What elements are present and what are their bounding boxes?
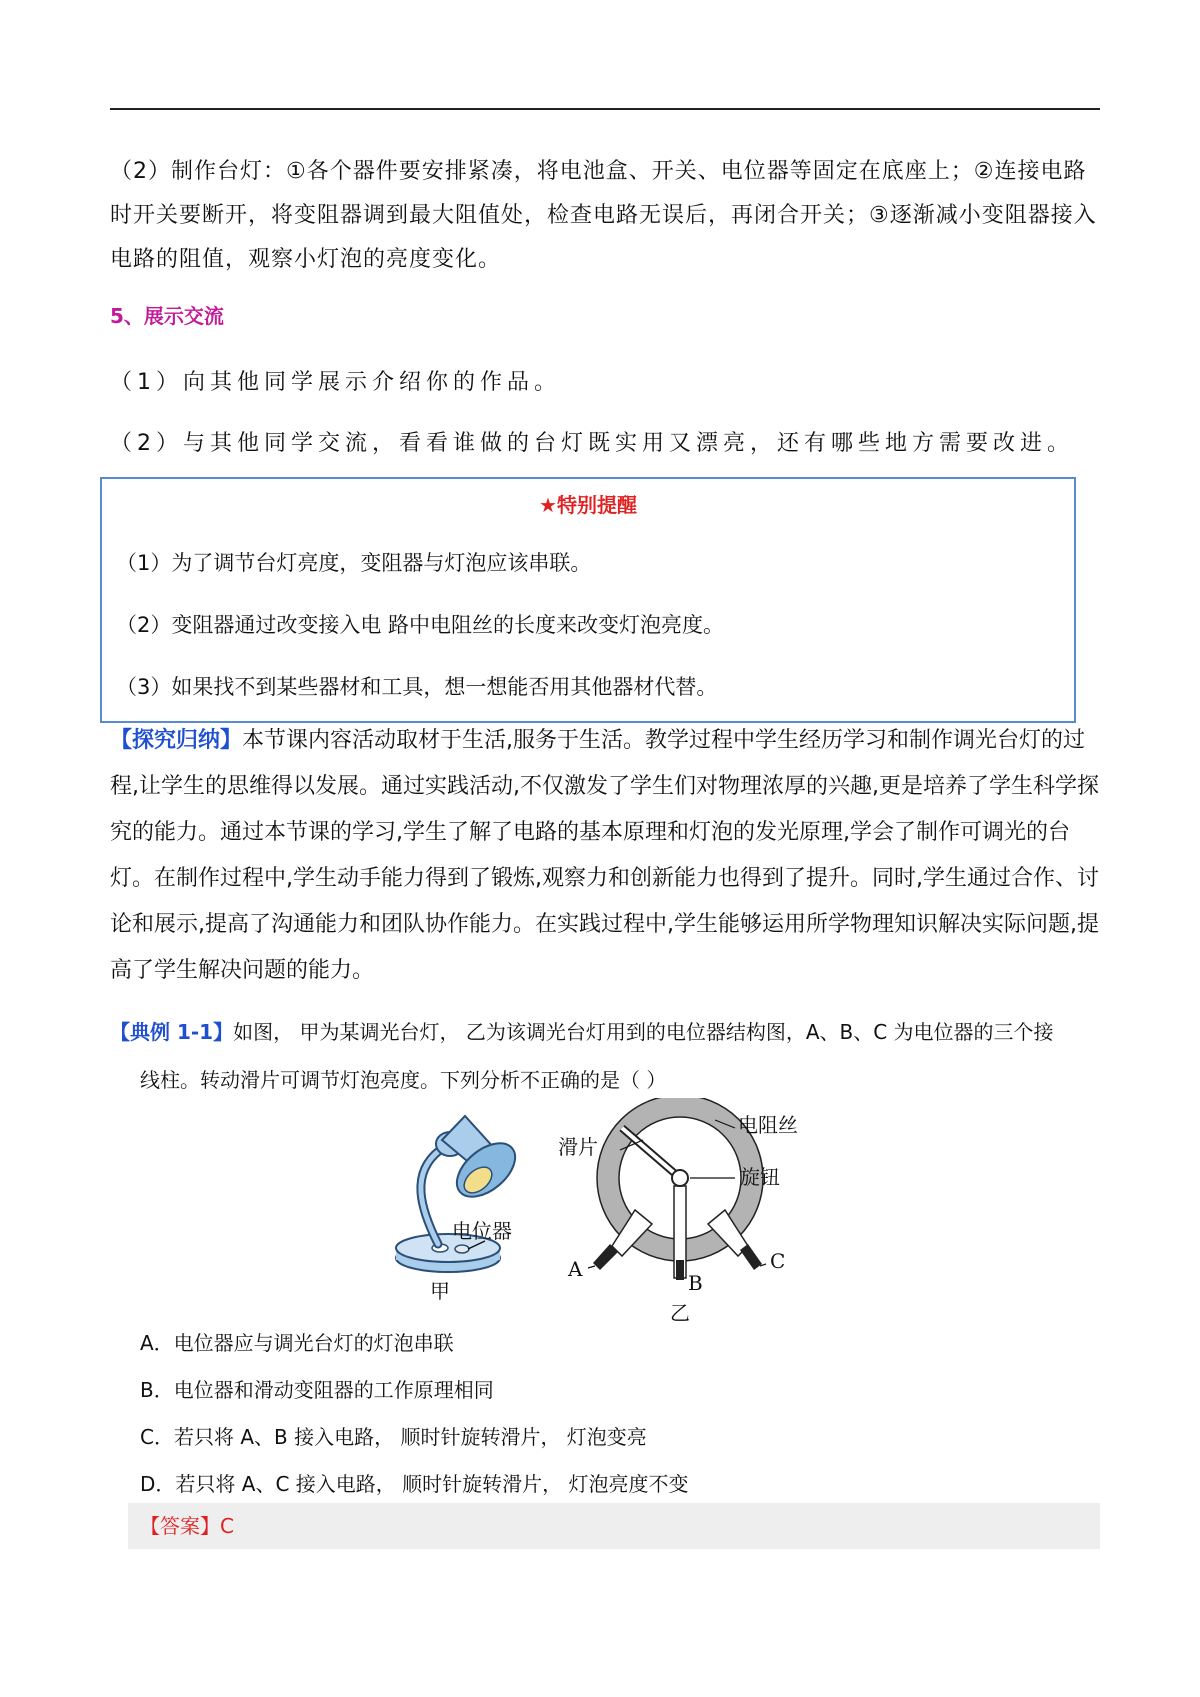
inquiry-summary: [110, 718, 1100, 994]
resistance-wire-label: 电阻丝: [738, 1113, 798, 1137]
answer-bar: [128, 1503, 1100, 1549]
option-d: D．若只将 A、C 接入电路， 顺时针旋转滑片， 灯泡亮度不变: [140, 1472, 689, 1496]
reminder-title: ★特别提醒: [539, 493, 637, 517]
knob-icon: [672, 1170, 688, 1186]
example-line-2: 线柱。转动滑片可调节灯泡亮度。下列分析不正确的是（ ）: [140, 1068, 667, 1092]
terminal-b-label: B: [688, 1271, 703, 1295]
caption-left: 甲: [430, 1279, 450, 1303]
section5-item-1: （1）向其他同学展示介绍你的作品。: [110, 370, 561, 395]
desk-lamp-illustration: [396, 1116, 525, 1303]
step4-part2-text: （2）制作台灯：①各个器件要安排紧凑，将电池盒、开关、电位器等固定在底座上；②连接电路时开关要断开，将变阻器调到最大阻值处，检查电路无误后，再闭合开关；③逐渐减小变阻器接入电路的阻值，观察小灯泡的亮度变化。: [110, 159, 1097, 272]
example-question: [110, 1008, 1100, 1104]
slider-label: 滑片: [558, 1135, 598, 1159]
knob-label: 旋钮: [740, 1165, 780, 1189]
reminder-item-3: （3）如果找不到某些器材和工具，想一想能否用其他器材代替。: [116, 675, 718, 699]
potentiometer-knob: [455, 1245, 469, 1253]
example-label: 【典例 1-1】: [110, 1020, 234, 1044]
answer-value: C: [220, 1514, 234, 1538]
potentiometer-label: 电位器: [452, 1219, 512, 1243]
reminder-item-1: （1）为了调节台灯亮度，变阻器与灯泡应该串联。: [116, 551, 592, 575]
example-figure: [390, 1098, 870, 1328]
reminder-item-2: （2）变阻器通过改变接入电 路中电阻丝的长度来改变灯泡亮度。: [116, 613, 725, 637]
caption-right: 乙: [670, 1301, 690, 1325]
header-rule: [110, 108, 1100, 110]
terminal-c-label: C: [770, 1249, 786, 1273]
potentiometer-diagram: [558, 1098, 798, 1325]
answer-label: 【答案】: [140, 1514, 220, 1538]
option-a: A．电位器应与调光台灯的灯泡串联: [140, 1331, 454, 1355]
example-line-1: 如图， 甲为某调光台灯， 乙为该调光台灯用到的电位器结构图，A、B、C 为电位器的三个接: [233, 1020, 1054, 1044]
terminal-a-label: A: [568, 1257, 583, 1281]
inquiry-label: 【探究归纳】: [110, 728, 243, 753]
section5-item-2: （2）与其他同学交流，看看谁做的台灯既实用又漂亮，还有哪些地方需要改进。: [110, 431, 1074, 456]
section5-heading: 5、展示交流: [110, 304, 224, 328]
option-c: C．若只将 A、B 接入电路， 顺时针旋转滑片， 灯泡变亮: [140, 1425, 647, 1449]
inquiry-text: 本节课内容活动取材于生活,服务于生活。教学过程中学生经历学习和制作调光台灯的过程,让学生的思维得以发展。通过实践活动,不仅激发了学生们对物理浓厚的兴趣,更是培养了学生科学探究的能力。通过本节课的学习,学生了解了电路的基本原理和灯泡的发光原理,学会了制作可调光的台灯。在制作过程中,学生动手能力得到了锻炼,观察力和创新能力也得到了提升。同时,学生通过合作、讨论和展示,提高了沟通能力和团队协作能力。在实践过程中,学生能够运用所学物理知识解决实际问题,提高了学生解决问题的能力。: [110, 728, 1099, 983]
special-reminder-box: [100, 477, 1076, 723]
option-b: B．电位器和滑动变阻器的工作原理相同: [140, 1378, 494, 1402]
